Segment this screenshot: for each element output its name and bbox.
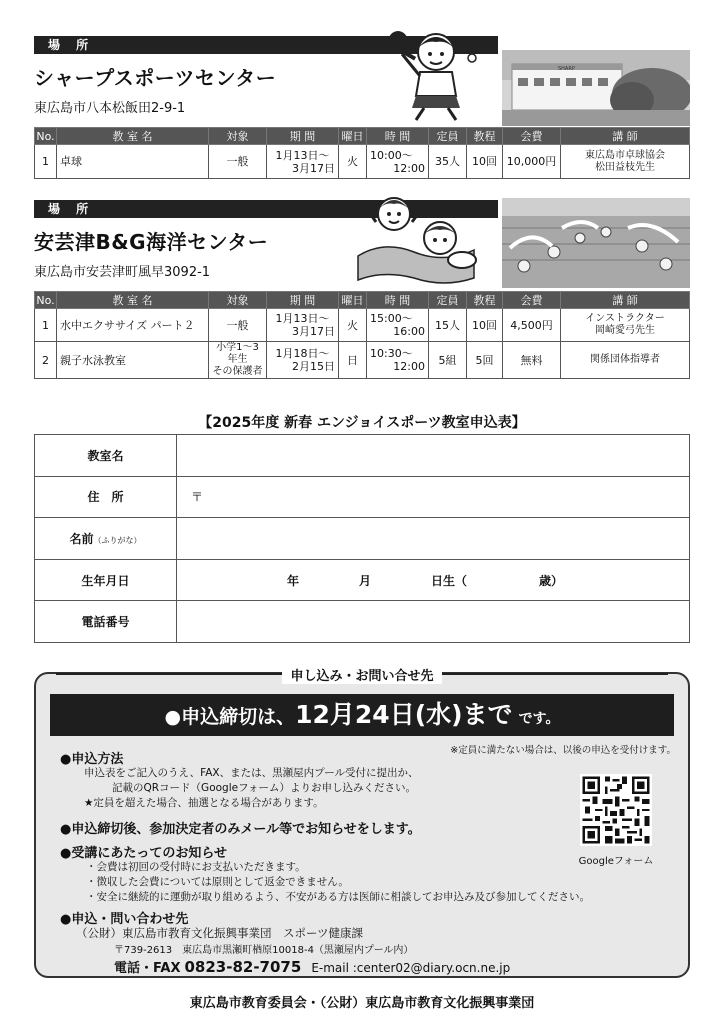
form-label: 電話番号: [35, 601, 177, 643]
col-no: No.: [36, 293, 55, 307]
row-no: 1: [35, 309, 57, 342]
phone-field[interactable]: [177, 601, 690, 643]
row-instructor: 関係団体指導者: [561, 342, 690, 379]
venue-label: 場 所: [34, 200, 498, 218]
row-period: 1月13日～ 3月17日: [267, 145, 339, 179]
col-instructor: 講 師: [561, 128, 690, 145]
after-deadline-notice: ●申込締切後、参加決定者のみメール等でお知らせをします。: [60, 822, 421, 837]
col-period: 期 間: [267, 292, 339, 309]
method-text-1: 申込表をご記入のうえ、FAX、または、黒瀬屋内プール受付に提出か、: [84, 767, 419, 779]
row-time: 15:00～ 16:00: [367, 309, 429, 342]
venue-name: シャープスポーツセンター: [34, 66, 277, 90]
row-capacity: 15人: [429, 309, 467, 342]
row-fee: 10,000円: [503, 145, 561, 179]
col-class: 教 室 名: [57, 128, 209, 145]
table-row: [35, 309, 690, 342]
tel-label: 電話・FAX: [114, 961, 181, 976]
venue-akitsu: [34, 200, 690, 280]
venue-name: 安芸津B&G海洋センター: [34, 230, 269, 254]
method-text-3: ★定員を超えた場合、抽選となる場合があります。: [84, 797, 324, 809]
form-row-birthdate: [35, 559, 690, 601]
col-day: 曜日: [339, 292, 367, 309]
row-period: 1月13日～ 3月17日: [267, 309, 339, 342]
form-label: 教室名: [35, 435, 177, 477]
birthdate-field[interactable]: 年 月 日生（ 歳）: [177, 559, 690, 601]
pool-photo: [502, 198, 690, 288]
row-capacity: 35人: [429, 145, 467, 179]
form-row-name: [35, 518, 690, 560]
notice-text-3: ・安全に継続的に運動が取り組めるよう、不安がある方は医師に相談してお申込み及び参加してください。: [86, 891, 590, 903]
classes-table-1: [34, 127, 690, 179]
method-text-2: 記載のQRコード（Googleフォーム）よりお申し込みください。: [112, 782, 417, 794]
row-instructor: インストラクター 岡崎愛弓先生: [561, 309, 690, 342]
class-name-field[interactable]: [177, 435, 690, 477]
notice-heading: ●受講にあたってのお知らせ: [60, 846, 227, 861]
table-row: [35, 145, 690, 179]
form-label: 名前（ふりがな）: [35, 518, 177, 560]
classes-table-2: [34, 291, 690, 379]
row-sessions: 10回: [467, 309, 503, 342]
row-sessions: 10回: [467, 145, 503, 179]
form-label: 生年月日: [35, 559, 177, 601]
swimming-illustration: [354, 192, 484, 292]
address-field[interactable]: 〒: [177, 476, 690, 518]
form-title: 【2025年度 新春 エンジョイスポーツ教室申込表】: [198, 415, 526, 431]
row-no: 1: [35, 145, 57, 179]
col-target: 対象: [209, 292, 267, 309]
org-address: 〒739-2613 東広島市黒瀬町楢原10018-4（黒瀬屋内プール内）: [114, 945, 414, 956]
col-capacity: 定員: [429, 292, 467, 309]
row-instructor: 東広島市卓球協会 松田益枝先生: [561, 145, 690, 179]
method-heading: ●申込方法: [60, 752, 124, 767]
venue-address: 東広島市八本松飯田2-9-1: [34, 101, 186, 116]
row-class: 親子水泳教室: [57, 342, 209, 379]
venue-address: 東広島市安芸津町風早3092-1: [34, 265, 211, 280]
venue-label: 場 所: [34, 36, 498, 54]
deadline-note: ※定員に満たない場合は、以後の申込を受付けます。: [450, 745, 676, 756]
contact-label: 申し込み・お問い合せ先: [0, 665, 724, 684]
row-day: 火: [339, 309, 367, 342]
col-fee: 会費: [503, 128, 561, 145]
row-time: 10:00～ 12:00: [367, 145, 429, 179]
table-header-row: [35, 128, 690, 145]
row-no: 2: [35, 342, 57, 379]
form-row-phone: [35, 601, 690, 643]
row-target: 一般: [209, 309, 267, 342]
footer: 東広島市教育委員会・（公財）東広島市教育文化振興事業団: [189, 996, 535, 1011]
row-day: 日: [339, 342, 367, 379]
col-no: No.: [36, 129, 55, 143]
row-sessions: 5回: [467, 342, 503, 379]
col-target: 対象: [209, 128, 267, 145]
svg-text:SHARP: SHARP: [558, 66, 575, 72]
notice-text-2: ・徴収した会費については原則として返金できません。: [86, 876, 349, 888]
row-target: 一般: [209, 145, 267, 179]
col-sessions: 教程: [467, 128, 503, 145]
col-time: 時 間: [367, 292, 429, 309]
table-tennis-illustration: [380, 30, 490, 126]
col-capacity: 定員: [429, 128, 467, 145]
name-field[interactable]: [177, 518, 690, 560]
row-fee: 4,500円: [503, 309, 561, 342]
row-period: 1月18日～ 2月15日: [267, 342, 339, 379]
row-day: 火: [339, 145, 367, 179]
form-row-address: [35, 476, 690, 518]
table-header-row: [35, 292, 690, 309]
qr-code-icon[interactable]: [580, 774, 652, 846]
form-row-class: [35, 435, 690, 477]
col-fee: 会費: [503, 292, 561, 309]
tel-number: 0823-82-7075: [184, 958, 302, 976]
org-name: （公財）東広島市教育文化振興事業団 スポーツ健康課: [76, 926, 364, 940]
notice-text-1: ・会費は初回の受付時にお支払いただきます。: [86, 861, 306, 873]
form-label: 住 所: [35, 476, 177, 518]
qr-caption: Googleフォーム: [578, 856, 654, 867]
row-capacity: 5組: [429, 342, 467, 379]
row-fee: 無料: [503, 342, 561, 379]
row-class: 卓球: [57, 145, 209, 179]
venue-sharp: [34, 36, 690, 116]
col-instructor: 講 師: [561, 292, 690, 309]
col-period: 期 間: [267, 128, 339, 145]
row-class: 水中エクササイズ パート２: [57, 309, 209, 342]
inquiry-heading: ●申込・問い合わせ先: [60, 912, 189, 927]
application-form: [34, 434, 690, 643]
col-sessions: 教程: [467, 292, 503, 309]
sports-center-photo: [502, 50, 690, 126]
row-time: 10:30～ 12:00: [367, 342, 429, 379]
org-contact: [114, 957, 510, 976]
deadline-banner: ●申込締切は、12月24日(水)まで です。: [50, 694, 674, 736]
col-time: 時 間: [367, 128, 429, 145]
email[interactable]: E-mail :center02@diary.ocn.ne.jp: [311, 961, 511, 975]
col-class: 教 室 名: [57, 292, 209, 309]
col-day: 曜日: [339, 128, 367, 145]
table-row: [35, 342, 690, 379]
row-target: 小学1～3年生 その保護者: [209, 342, 267, 379]
